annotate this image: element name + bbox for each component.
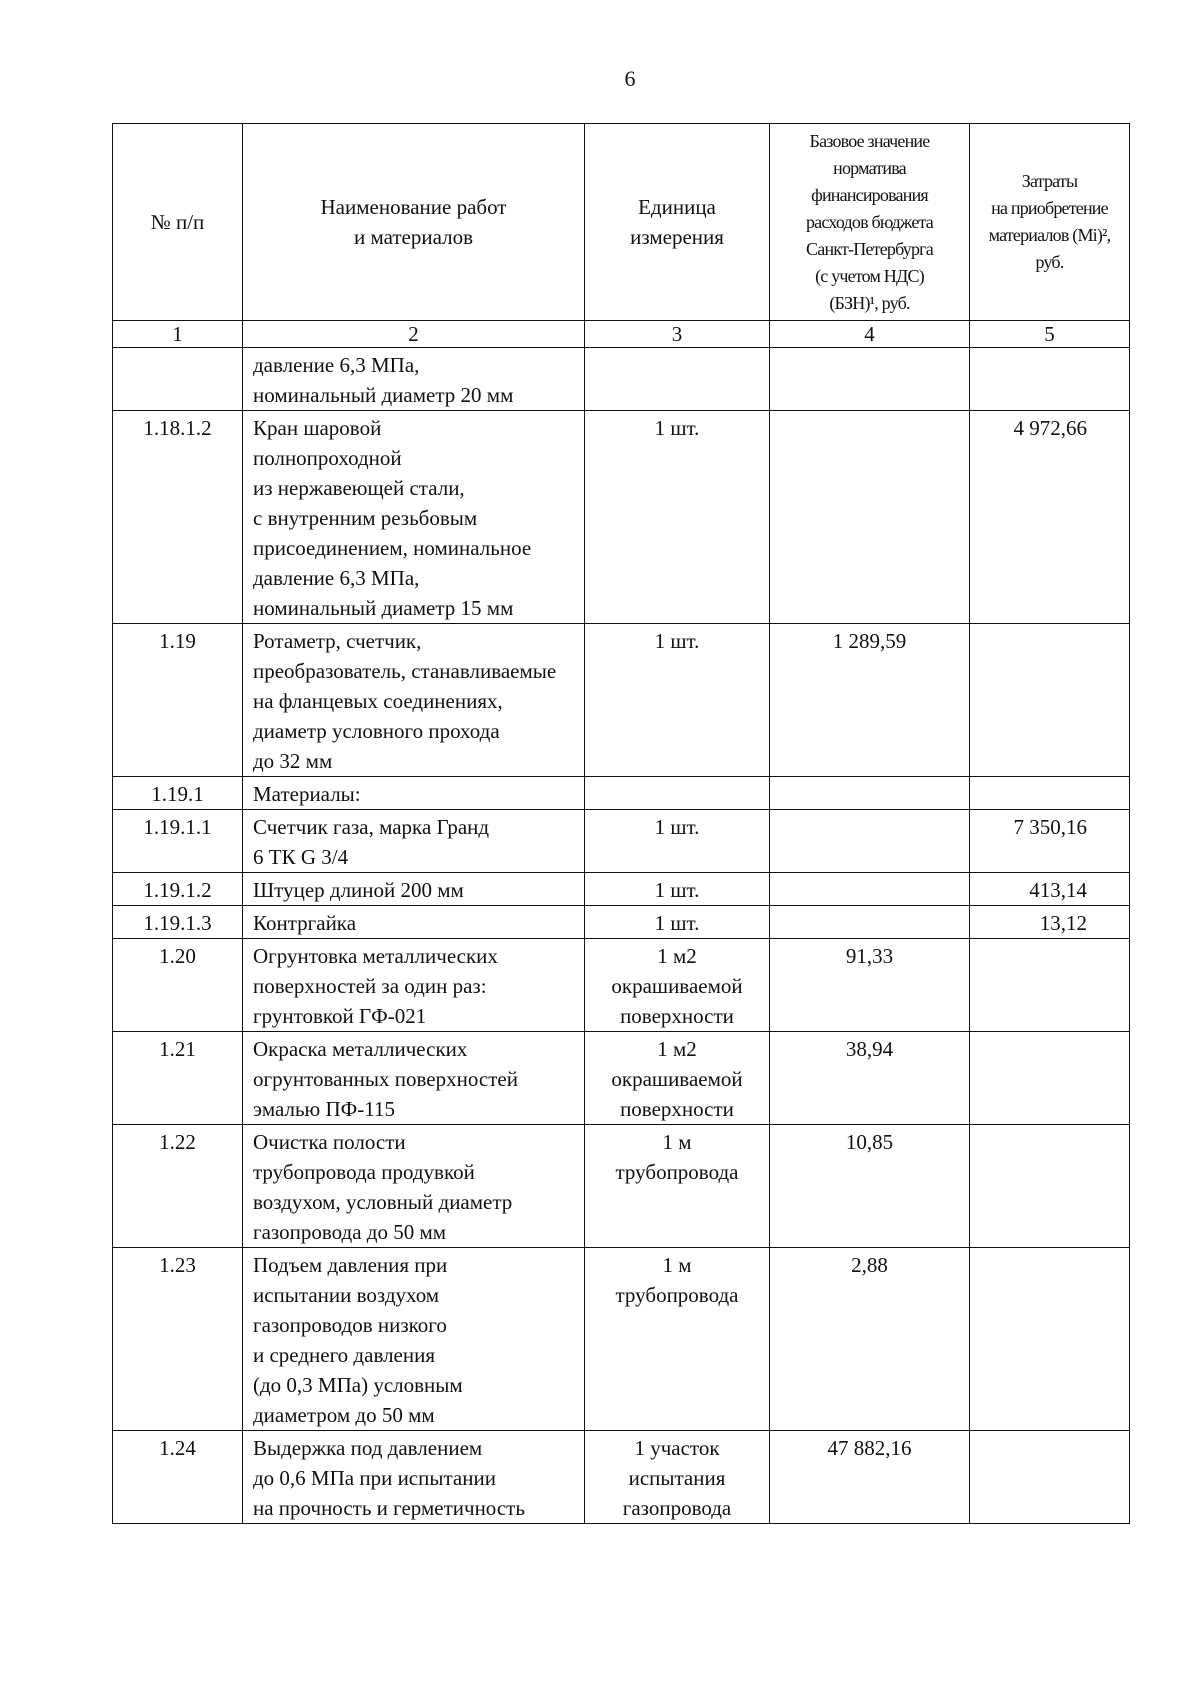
row-unit: 1 шт.: [585, 624, 770, 777]
row-bzn: [770, 873, 970, 906]
row-bzn: [770, 348, 970, 411]
row-bzn: [770, 906, 970, 939]
header-name: Наименование работ и материалов: [243, 124, 585, 321]
row-unit: 1 шт.: [585, 873, 770, 906]
row-bzn: 2,88: [770, 1248, 970, 1431]
row-number: 1.19.1.3: [113, 906, 243, 939]
row-name: Штуцер длиной 200 мм: [243, 873, 585, 906]
row-bzn: [770, 810, 970, 873]
row-number: 1.20: [113, 939, 243, 1032]
row-name: Выдержка под давлением до 0,6 МПа при испытании на прочность и герметичность: [243, 1431, 585, 1524]
row-bzn: [770, 777, 970, 810]
header-cost: Затраты на приобретение материалов (Mi)², руб.: [970, 124, 1130, 321]
row-bzn: 38,94: [770, 1032, 970, 1125]
header-unit: Единица измерения: [585, 124, 770, 321]
row-cost: [970, 939, 1130, 1032]
row-cost: 7 350,16: [970, 810, 1130, 873]
header-bzn: Базовое значение норматива финансирования расходов бюджета Санкт-Петербурга (с учетом НДС) (БЗН)¹, руб.: [770, 124, 970, 321]
row-number: 1.19.1: [113, 777, 243, 810]
header-number: № п/п: [113, 124, 243, 321]
row-number: [113, 348, 243, 411]
row-cost: 4 972,66: [970, 411, 1130, 624]
row-cost: [970, 1248, 1130, 1431]
row-number: 1.23: [113, 1248, 243, 1431]
table-body: [113, 348, 1130, 1524]
row-bzn: [770, 411, 970, 624]
row-unit: 1 м2 окрашиваемой поверхности: [585, 1032, 770, 1125]
row-unit: 1 участок испытания газопровода: [585, 1431, 770, 1524]
row-name: Ротаметр, счетчик, преобразователь, станавливаемые на фланцевых соединениях, диаметр условного прохода до 32 мм: [243, 624, 585, 777]
column-number: 5: [970, 321, 1130, 348]
row-number: 1.19.1.1: [113, 810, 243, 873]
table-row: [113, 1125, 1130, 1248]
row-bzn: 1 289,59: [770, 624, 970, 777]
page-number: 6: [624, 66, 636, 91]
row-cost: [970, 348, 1130, 411]
table-row: [113, 810, 1130, 873]
row-cost: [970, 624, 1130, 777]
column-number: 4: [770, 321, 970, 348]
row-name: Очистка полости трубопровода продувкой воздухом, условный диаметр газопровода до 50 мм: [243, 1125, 585, 1248]
norms-table: [112, 123, 1130, 1524]
row-unit: [585, 777, 770, 810]
row-cost: [970, 777, 1130, 810]
row-bzn: 10,85: [770, 1125, 970, 1248]
row-name: Огрунтовка металлических поверхностей за один раз: грунтовкой ГФ-021: [243, 939, 585, 1032]
row-unit: 1 шт.: [585, 906, 770, 939]
table-row: [113, 873, 1130, 906]
table-header-row: [113, 124, 1130, 321]
row-bzn: 47 882,16: [770, 1431, 970, 1524]
row-unit: 1 м трубопровода: [585, 1125, 770, 1248]
row-name: Окраска металлических огрунтованных поверхностей эмалью ПФ-115: [243, 1032, 585, 1125]
row-number: 1.19: [113, 624, 243, 777]
row-number: 1.22: [113, 1125, 243, 1248]
table-row: [113, 624, 1130, 777]
row-cost: [970, 1431, 1130, 1524]
row-name: Кран шаровой полнопроходной из нержавеющей стали, с внутренним резьбовым присоединением, номинальное давление 6,3 МПа, номинальный диаметр 15 мм: [243, 411, 585, 624]
table-row: [113, 939, 1130, 1032]
row-unit: 1 шт.: [585, 411, 770, 624]
row-name: Контргайка: [243, 906, 585, 939]
row-cost: 13,12: [970, 906, 1130, 939]
row-name: давление 6,3 МПа, номинальный диаметр 20 мм: [243, 348, 585, 411]
row-number: 1.19.1.2: [113, 873, 243, 906]
table-row: [113, 777, 1130, 810]
row-cost: 413,14: [970, 873, 1130, 906]
row-number: 1.21: [113, 1032, 243, 1125]
row-number: 1.24: [113, 1431, 243, 1524]
column-number: 3: [585, 321, 770, 348]
row-unit: 1 м2 окрашиваемой поверхности: [585, 939, 770, 1032]
row-bzn: 91,33: [770, 939, 970, 1032]
table-row: [113, 348, 1130, 411]
row-unit: 1 шт.: [585, 810, 770, 873]
table-row: [113, 1032, 1130, 1125]
table-row: [113, 1431, 1130, 1524]
row-name: Подъем давления при испытании воздухом газопроводов низкого и среднего давления (до 0,3 МПа) условным диаметром до 50 мм: [243, 1248, 585, 1431]
column-number: 2: [243, 321, 585, 348]
table-row: [113, 411, 1130, 624]
column-number: 1: [113, 321, 243, 348]
row-cost: [970, 1125, 1130, 1248]
row-name: Счетчик газа, марка Гранд 6 ТК G 3/4: [243, 810, 585, 873]
row-unit: 1 м трубопровода: [585, 1248, 770, 1431]
table-row: [113, 1248, 1130, 1431]
column-number-row: [113, 321, 1130, 348]
row-cost: [970, 1032, 1130, 1125]
row-unit: [585, 348, 770, 411]
table-row: [113, 906, 1130, 939]
row-name: Материалы:: [243, 777, 585, 810]
row-number: 1.18.1.2: [113, 411, 243, 624]
